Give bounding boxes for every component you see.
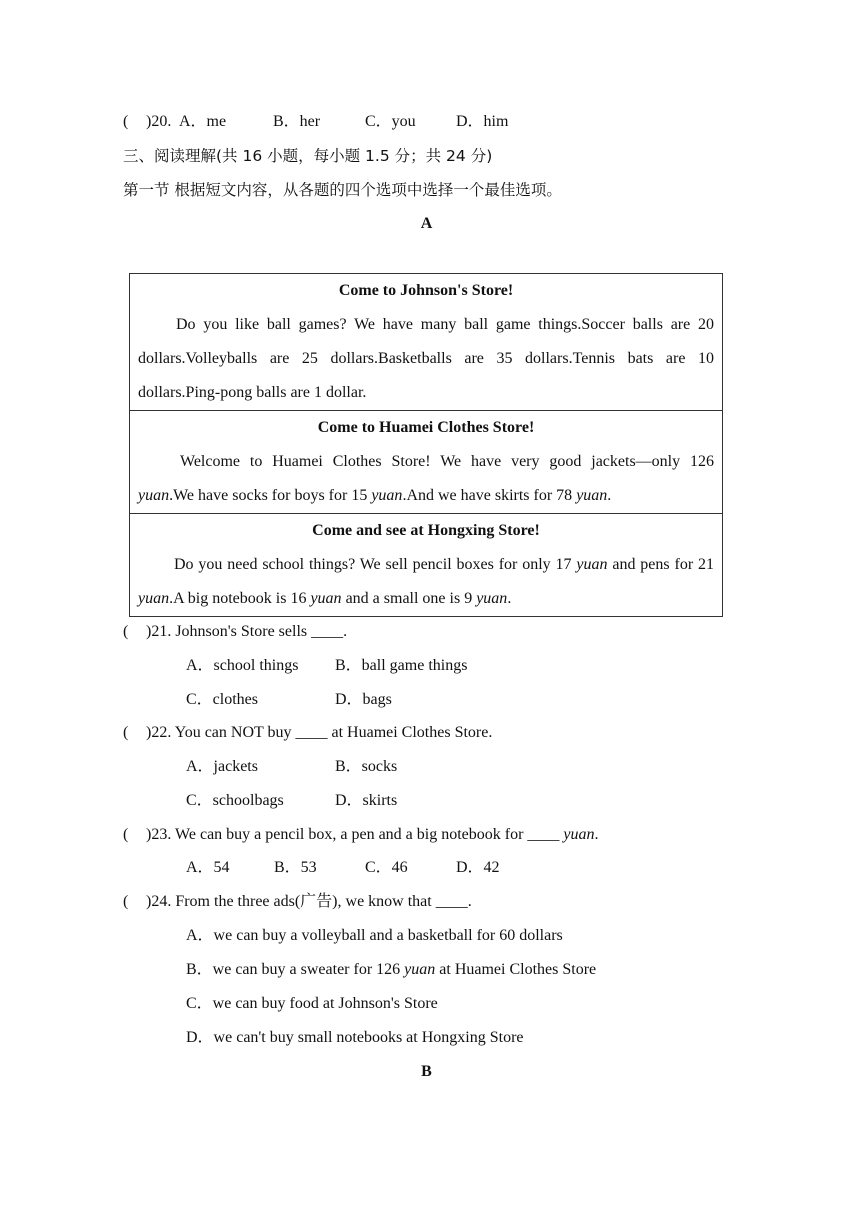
q21-option-d: D．bags bbox=[335, 691, 392, 708]
q24-option-c: C．we can buy food at Johnson's Store bbox=[186, 995, 438, 1012]
ad-text: and pens for 21 bbox=[607, 556, 715, 573]
ad-body bbox=[138, 548, 714, 616]
q22-option-d: D．skirts bbox=[335, 792, 398, 809]
ad-text: . bbox=[507, 590, 512, 607]
option-a: A．me bbox=[179, 113, 227, 130]
q21-option-c: C．clothes bbox=[186, 691, 258, 708]
question-stem: )22. You can NOT buy ____ at Huamei Clothes Store. bbox=[146, 724, 493, 741]
q24-option-a: A．we can buy a volleyball and a basketball for 60 dollars bbox=[186, 927, 563, 944]
ad-text-italic: yuan bbox=[576, 556, 608, 573]
ad-hongxing bbox=[130, 514, 723, 617]
ads-table bbox=[129, 273, 723, 617]
ad-text-italic: yuan bbox=[138, 487, 170, 504]
option-text-italic: yuan bbox=[404, 961, 436, 978]
ad-text-italic: yuan bbox=[576, 487, 608, 504]
answer-paren: ( bbox=[123, 724, 129, 741]
q21-option-b: B．ball game things bbox=[335, 657, 468, 674]
option-text: B．we can buy a sweater for 126 bbox=[186, 961, 405, 978]
ad-text: .A big notebook is 16 bbox=[169, 590, 311, 607]
ad-text-italic: yuan bbox=[138, 590, 170, 607]
section-heading: 三、阅读理解(共 16 小题，每小题 1.5 分；共 24 分) bbox=[123, 147, 493, 165]
ad-text: . bbox=[607, 487, 612, 504]
ad-body bbox=[138, 445, 714, 513]
q22-option-b: B．socks bbox=[335, 758, 398, 775]
question-stem-end: . bbox=[594, 826, 599, 843]
option-text: at Huamei Clothes Store bbox=[435, 961, 597, 978]
answer-paren: ( bbox=[123, 893, 129, 910]
option-c: C．you bbox=[365, 113, 416, 130]
option-b: B．her bbox=[273, 113, 321, 130]
ad-title: Come to Johnson's Store! bbox=[338, 282, 514, 299]
question-23 bbox=[123, 825, 599, 845]
ad-title: Come and see at Hongxing Store! bbox=[312, 522, 540, 539]
q24-option-d: D．we can't buy small notebooks at Hongxing Store bbox=[186, 1029, 524, 1046]
q22-option-c: C．schoolbags bbox=[186, 792, 284, 809]
ad-text: Welcome to Huamei Clothes Store! We have very good jackets—only 126 bbox=[180, 453, 714, 470]
ad-text: Do you need school things? We sell pencil boxes for only 17 bbox=[174, 556, 577, 573]
question-stem-italic: yuan bbox=[563, 826, 595, 843]
q23-option-c: C．46 bbox=[365, 859, 408, 876]
ad-cell bbox=[130, 274, 723, 411]
question-22 bbox=[123, 723, 492, 743]
answer-paren: ( bbox=[123, 623, 129, 640]
question-stem: )21. Johnson's Store sells ____. bbox=[146, 623, 348, 640]
ad-text: .And we have skirts for 78 bbox=[402, 487, 577, 504]
ad-cell bbox=[130, 514, 723, 617]
answer-paren: ( bbox=[123, 826, 129, 843]
ad-title: Come to Huamei Clothes Store! bbox=[317, 419, 535, 436]
ad-text-italic: yuan bbox=[310, 590, 342, 607]
q21-option-a: A．school things bbox=[186, 657, 299, 674]
q23-option-d: D．42 bbox=[456, 859, 500, 876]
ad-text: and a small one is 9 bbox=[341, 590, 477, 607]
ad-body: Do you like ball games? We have many ball game things.Soccer balls are 20 dollars.Volleyballs are 25 dollars.Basketballs are 35 dollars.Tennis bats are 10 dollars.Ping-pong balls are 1 dollar. bbox=[138, 316, 714, 401]
ad-huamei bbox=[130, 411, 723, 514]
ad-johnson bbox=[130, 274, 723, 411]
passage-a-label: A bbox=[420, 215, 433, 232]
question-20 bbox=[123, 112, 509, 132]
q22-option-a: A．jackets bbox=[186, 758, 258, 775]
question-21 bbox=[123, 622, 347, 642]
question-number: )20. bbox=[146, 113, 172, 130]
ad-text: .We have socks for boys for 15 bbox=[169, 487, 372, 504]
q23-option-a: A．54 bbox=[186, 859, 230, 876]
option-d: D．him bbox=[456, 113, 509, 130]
passage-b-label: B bbox=[421, 1063, 432, 1080]
part-heading: 第一节 根据短文内容，从各题的四个选项中选择一个最佳选项。 bbox=[123, 181, 562, 199]
question-stem: )24. From the three ads(广告), we know that ____. bbox=[146, 893, 472, 910]
q23-option-b: B．53 bbox=[274, 859, 317, 876]
question-24 bbox=[123, 892, 472, 912]
ad-cell bbox=[130, 411, 723, 514]
q24-option-b bbox=[186, 960, 596, 980]
ad-text-italic: yuan bbox=[476, 590, 508, 607]
answer-paren: ( bbox=[123, 113, 129, 130]
question-stem: )23. We can buy a pencil box, a pen and a big notebook for ____ bbox=[146, 826, 564, 843]
ad-text-italic: yuan bbox=[371, 487, 403, 504]
